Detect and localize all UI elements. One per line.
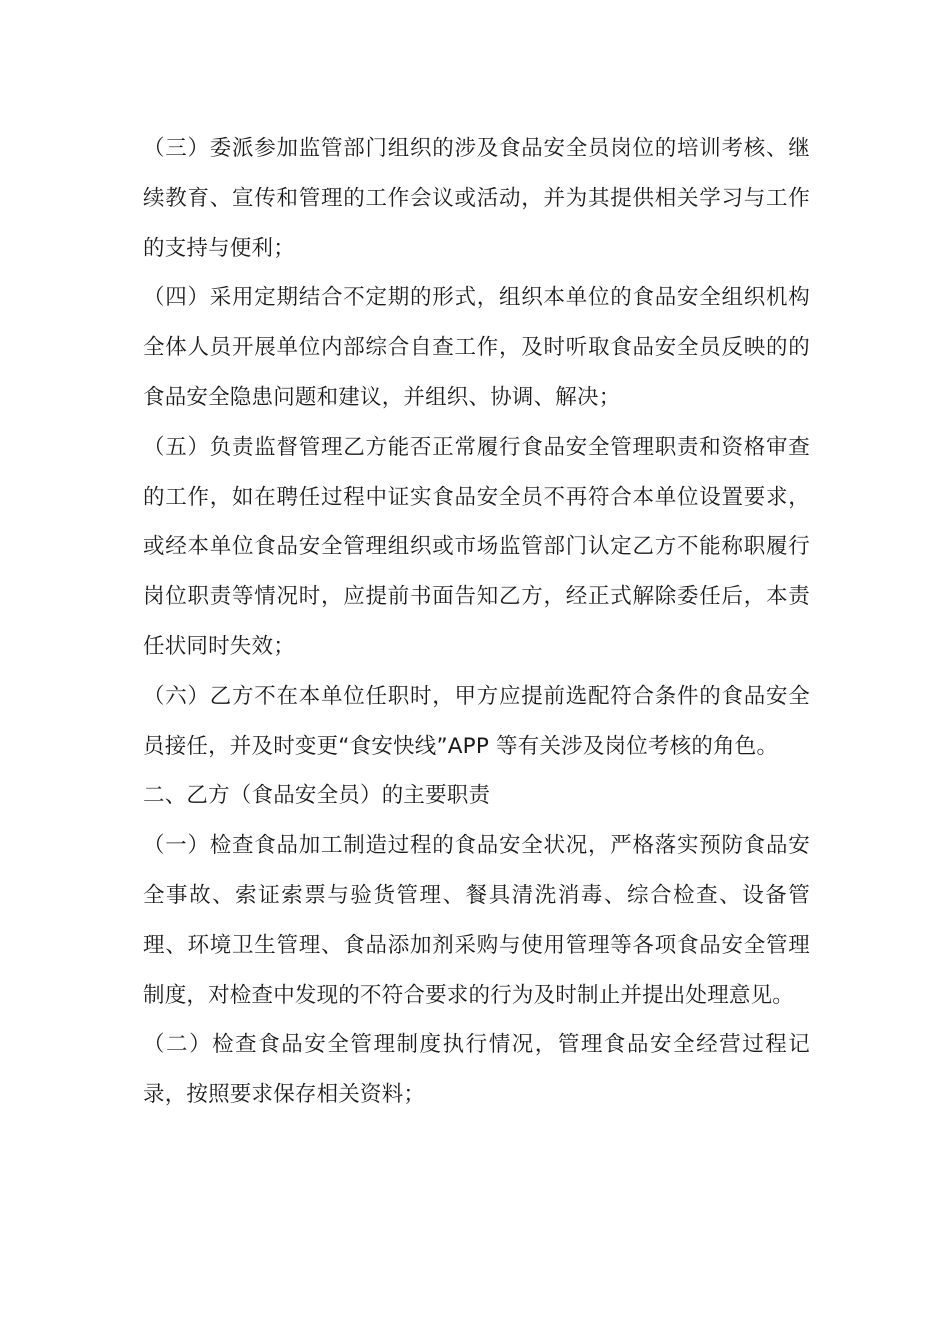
section-heading: 二、乙方（食品安全员）的主要职责 [143, 783, 491, 809]
paragraph-item-3: （三）委派参加监管部门组织的涉及食品安全员岗位的培训考核、继续教育、宣传和管理的工作会议或活动，并为其提供相关学习与工作的支持与便利； [143, 136, 810, 261]
paragraph-item-6: （六）乙方不在本单位任职时，甲方应提前选配符合条件的食品安全员接任，并及时变更“食安快线”APP 等有关涉及岗位考核的角色。 [143, 683, 810, 759]
paragraph-item-4: （四）采用定期结合不定期的形式，组织本单位的食品安全组织机构全体人员开展单位内部综合自查工作，及时听取食品安全员反映的的食品安全隐患问题和建议，并组织、协调、解决； [143, 285, 810, 410]
paragraph-item-2: （二）检查食品安全管理制度执行情况，管理食品安全经营过程记录，按照要求保存相关资料； [143, 1032, 810, 1108]
document-body [143, 124, 810, 1120]
paragraph-item-1: （一）检查食品加工制造过程的食品安全状况，严格落实预防食品安全事故、索证索票与验货管理、餐具清洗消毒、综合检查、设备管理、环境卫生管理、食品添加剂采购与使用管理等各项食品安全管理制度，对检查中发现的不符合要求的行为及时制止并提出处理意见。 [143, 833, 810, 1008]
paragraph-item-5: （五）负责监督管理乙方能否正常履行食品安全管理职责和资格审查的工作，如在聘任过程中证实食品安全员不再符合本单位设置要求，或经本单位食品安全管理组织或市场监管部门认定乙方不能称职履行岗位职责等情况时，应提前书面告知乙方，经正式解除委任后，本责任状同时失效； [143, 434, 810, 659]
